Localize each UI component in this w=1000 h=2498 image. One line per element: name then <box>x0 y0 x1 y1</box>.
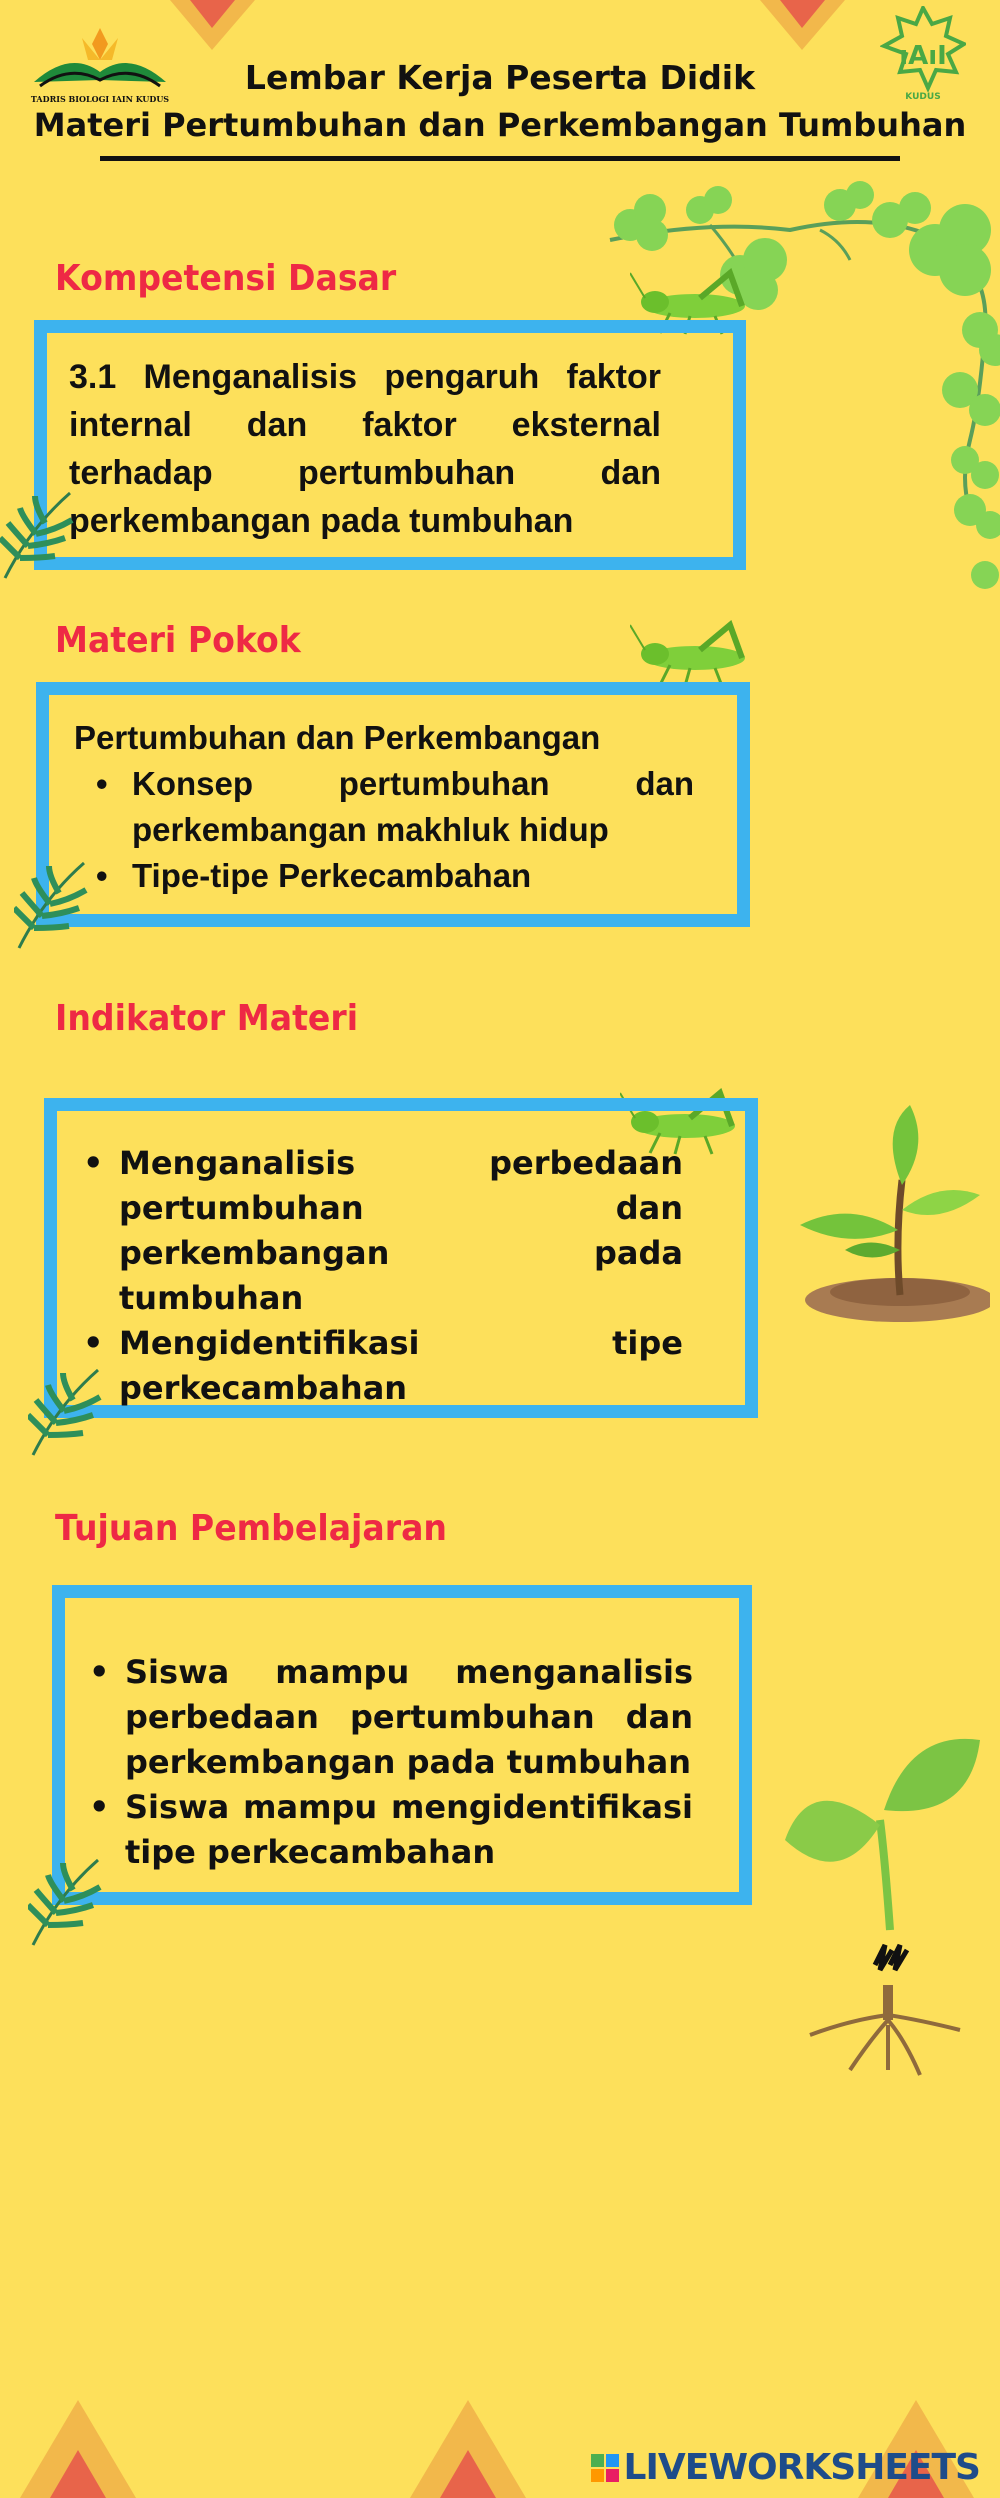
indikator-box <box>44 1098 758 1418</box>
kompetensi-box <box>34 320 746 570</box>
materi-item: • Tipe-tipe Perkecambahan <box>92 853 694 899</box>
materi-item: • Konsep pertumbuhan dan perkembangan makhluk hidup <box>92 761 694 853</box>
liveworksheets-logo-icon <box>590 2453 620 2483</box>
kompetensi-text: 3.1 Menganalisis pengaruh faktor internal dan faktor eksternal terhadap pertumbuhan dan perkembangan pada tumbuhan <box>69 358 661 540</box>
tujuan-box <box>52 1585 752 1905</box>
heading-tujuan-pembelajaran: Tujuan Pembelajaran <box>55 1508 448 1549</box>
tujuan-item: • Siswa mampu menganalisis perbedaan pertumbuhan dan perkembangan pada tumbuhan <box>85 1650 693 1785</box>
tujuan-content <box>85 1650 693 1875</box>
indikator-item: • Mengidentifikasi tipe perkecambahan <box>79 1321 683 1411</box>
svg-text:ıAıI: ıAıI <box>899 41 947 71</box>
grasshopper-icon <box>630 620 760 690</box>
page-title: Lembar Kerja Peserta Didik <box>244 58 756 97</box>
tujuan-item: • Siswa mampu mengidentifikasi tipe perkecambahan <box>85 1785 693 1875</box>
palm-leaf-icon <box>28 1855 108 1950</box>
palm-leaf-icon <box>28 1365 108 1460</box>
title-divider <box>100 156 900 161</box>
indikator-content <box>79 1141 683 1411</box>
palm-leaf-icon <box>0 488 80 583</box>
indikator-item: • Menganalisis perbedaan pertumbuhan dan perkembangan pada tumbuhan <box>79 1141 683 1321</box>
iain-kudus-logo-text: KUDUS <box>905 92 941 102</box>
liveworksheets-brand[interactable] <box>590 2447 980 2488</box>
palm-leaf-icon <box>14 858 94 953</box>
materi-content <box>74 715 694 899</box>
materi-title: Pertumbuhan dan Perkembangan <box>74 719 601 756</box>
tadris-logo-text: TADRIS BIOLOGI IAIN KUDUS <box>30 94 170 104</box>
seedling-in-soil-icon <box>790 1100 990 1330</box>
liveworksheets-brand-text: LIVEWORKSHEETS <box>623 2447 980 2488</box>
heading-materi-pokok: Materi Pokok <box>55 620 301 661</box>
sprout-with-roots-icon <box>780 1730 990 2080</box>
page-subtitle: Materi Pertumbuhan dan Perkembangan Tumbuhan <box>33 106 967 144</box>
heading-indikator-materi: Indikator Materi <box>55 998 359 1039</box>
heading-kompetensi-dasar: Kompetensi Dasar <box>55 258 397 299</box>
materi-box <box>36 682 750 927</box>
